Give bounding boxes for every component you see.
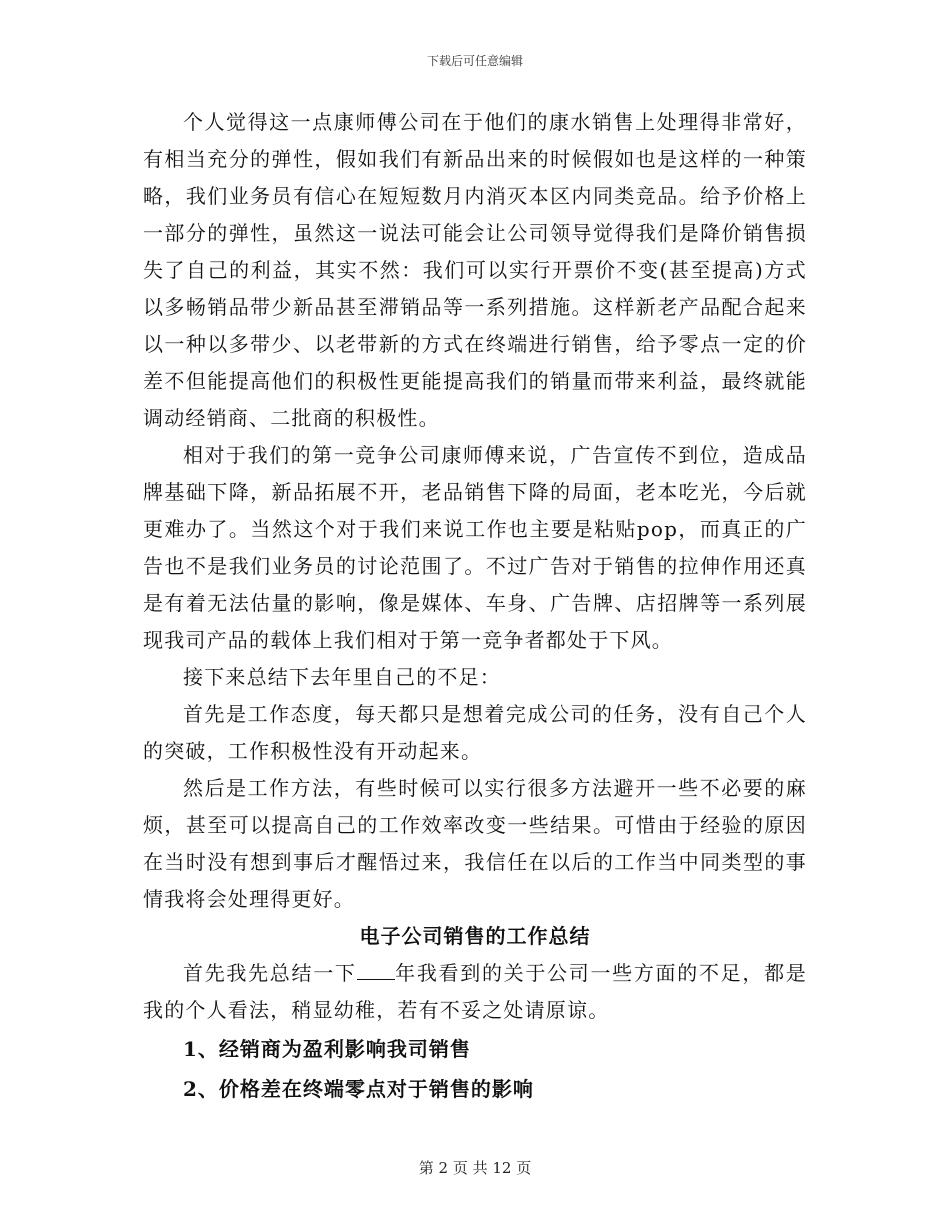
paragraph-3: 接下来总结下去年里自己的不足：	[183, 665, 501, 689]
section-intro-start: 首先我先总结一下	[183, 961, 357, 985]
year-blank	[357, 961, 395, 980]
paragraph-1: 个人觉得这一点康师傅公司在于他们的康水销售上处理得非常好，有相当充分的弹性，假如我们有新品出来的时候假如也是这样的一种策略，我们业务员有信心在短短数月内消灭本区内同类竞品。给予价格上一部分的弹性，虽然这一说法可能会让公司领导觉得我们是降价销售损失了自己的利益，其实不然：我们可以实行开票价不变(甚至提高)方式以多畅销品带少新品甚至滞销品等一系列措施。这样新老产品配合起来以一种以多带少、以老带新的方式在终端进行销售，给予零点一定的价差不但能提高他们的积极性更能提高我们的销量而带来利益，最终就能调动经销商、二批商的积极性。	[143, 110, 807, 430]
document-body	[143, 104, 807, 1109]
page-header: 下载后可任意编辑	[426, 54, 523, 68]
paragraph-2: 相对于我们的第一竞争公司康师傅来说，广告宣传不到位，造成品牌基础下降，新品拓展不开，老品销售下降的局面，老本吃光，今后就更难办了。当然这个对于我们来说工作也主要是粘贴pop，而真正的广告也不是我们业务员的讨论范围了。不过广告对于销售的拉伸作用还真是有着无法估量的影响，像是媒体、车身、广告牌、店招牌等一系列展现我司产品的载体上我们相对于第一竞争者都处于下风。	[143, 443, 807, 652]
section-item-2: 2、价格差在终端零点对于销售的影响	[183, 1077, 534, 1101]
section-intro	[143, 955, 807, 1029]
page-footer: 第 2 页 共 12 页	[418, 1159, 532, 1177]
paragraph-4: 首先是工作态度，每天都只是想着完成公司的任务，没有自己个人的突破，工作积极性没有开动起来。	[143, 702, 807, 763]
section-intro-rest: 年我看到的关于公司一些方面的不足，都是我的个人看法，稍显幼稚，若有不妥之处请原谅。	[143, 961, 807, 1022]
section-title: 电子公司销售的工作总结	[359, 924, 591, 948]
section-item-1: 1、经销商为盈利影响我司销售	[183, 1037, 471, 1061]
paragraph-5: 然后是工作方法，有些时候可以实行很多方法避开一些不必要的麻烦，甚至可以提高自己的工作效率改变一些结果。可惜由于经验的原因在当时没有想到事后才醒悟过来，我信任在以后的工作当中同类型的事情我将会处理得更好。	[143, 776, 807, 911]
